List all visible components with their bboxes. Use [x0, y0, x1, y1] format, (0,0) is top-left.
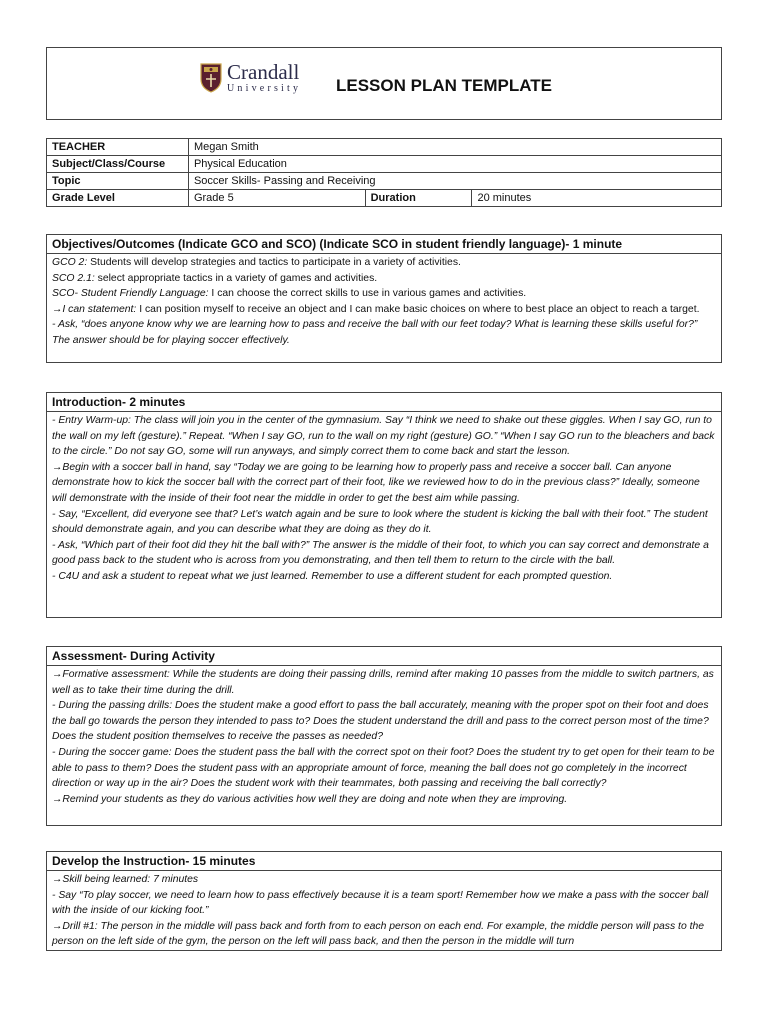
instruction-section [46, 851, 722, 951]
table-row [47, 173, 722, 190]
sco-label: SCO 2.1: [52, 272, 95, 284]
sco-friendly-line [52, 286, 716, 302]
university-logo [200, 62, 301, 94]
document-title: LESSON PLAN TEMPLATE [336, 76, 552, 95]
subject-value: Physical Education [188, 156, 721, 173]
intro-text: Begin with a soccer ball in hand, say “Today we are going to be learning how to properly pass and receive a soccer ball. Can anyone demonstrate how to kick the soccer ball with the correct part of their foot, like we reviewed how to do in the previous class?” Ideally, someone will demonstrate with the inside of their foot near the middle in order to get the best aim while passing. [52, 461, 700, 504]
objectives-section [46, 234, 722, 363]
assessment-paragraph: - During the passing drills: Does the student make a good effort to pass the ball accurately, meaning with the proper spot on their foot and does the ball go towards the person they intended to pass to? Does the student understand the drill and pass to the correct person most of the time? Does the student position themselves to receive the passes as needed? [52, 700, 709, 743]
gco-text: Students will develop strategies and tactics to participate in a variety of activities. [87, 257, 461, 268]
table-row [47, 190, 722, 207]
table-row [47, 156, 722, 173]
introduction-section [46, 392, 722, 618]
grade-value: Grade 5 [188, 190, 365, 207]
instruction-text: Drill #1: The person in the middle will pass back and forth from to each person on each end. For example, the middle person will pass to the person on the left side of the gym, the person on the left will pass back, and then the person in the middle will turn [52, 920, 705, 948]
teacher-value: Megan Smith [188, 139, 721, 156]
sco-friendly-text: I can choose the correct skills to use in various games and activities. [208, 288, 527, 300]
sco-text: select appropriate tactics in a variety of games and activities. [94, 272, 378, 284]
assessment-heading: Assessment- During Activity [47, 647, 721, 666]
arrow-right-icon: → [52, 793, 63, 805]
assessment-text: Formative assessment: While the students are doing their passing drills, remind after making 10 passes from the middle to switch partners, as well as to take their time during the drill. [52, 669, 714, 696]
ican-line [52, 302, 716, 318]
arrow-right-icon: → [52, 920, 63, 932]
topic-label: Topic [47, 173, 189, 190]
gco-label: GCO 2: [52, 257, 88, 268]
introduction-heading: Introduction- 2 minutes [47, 393, 721, 412]
instruction-text: Skill being learned: 7 minutes [62, 874, 199, 885]
ask-line: - Ask, “does anyone know why we are learning how to pass and receive the ball with our feet today? What is learning these skills useful for?” The answer should be for playing soccer effectively. [52, 319, 698, 346]
assessment-body [47, 666, 721, 807]
assessment-text: Remind your students as they do various activities how well they are doing and note when they are improving. [62, 793, 568, 805]
lesson-info-table [46, 138, 722, 207]
instruction-paragraph [52, 872, 716, 888]
table-row [47, 139, 722, 156]
instruction-paragraph [52, 919, 716, 950]
gco-line [52, 255, 716, 271]
topic-value: Soccer Skills- Passing and Receiving [188, 173, 721, 190]
logo-name: Crandall [227, 60, 300, 84]
grade-label: Grade Level [47, 190, 189, 207]
assessment-section [46, 646, 722, 826]
intro-paragraph: - Say, “Excellent, did everyone see that? Let’s watch again and be sure to look where the student is kicking the ball with their foot.” The student should demonstrate again, and you can describe what they are doing as they do it. [52, 508, 708, 536]
duration-label: Duration [365, 190, 472, 207]
teacher-label: TEACHER [47, 139, 189, 156]
intro-paragraph: - C4U and ask a student to repeat what we just learned. Remember to use a different student for each prompted question. [52, 570, 613, 582]
assessment-paragraph: - During the soccer game: Does the student pass the ball with the correct spot on their foot? Does the student try to get open for their team to be able to pass to them? Does the student pass with an appropriate amount of force, meaning the ball does not go completely in the incorrect direction or way up in the air? Does the student work with their teammates, both passing and receiving the ball correctly? [52, 746, 715, 790]
crest-icon [200, 63, 222, 93]
ican-label: I can statement: [62, 303, 137, 315]
instruction-heading: Develop the Instruction- 15 minutes [47, 852, 721, 871]
sco-line [52, 271, 716, 287]
instruction-paragraph: - Say “To play soccer, we need to learn how to pass effectively because it is a team sport! Remember how we make a pass with the soccer ball with the inside of our kicking foot.” [52, 889, 709, 917]
objectives-heading: Objectives/Outcomes (Indicate GCO and SCO) (Indicate SCO in student friendly language)- 1 minute [47, 235, 721, 254]
arrow-right-icon: → [52, 461, 63, 473]
ican-text: I can position myself to receive an object and I can make basic choices on where to best place an object to reach a target. [136, 303, 700, 315]
arrow-right-icon: → [52, 669, 63, 680]
intro-paragraph [52, 460, 716, 507]
sco-friendly-label: SCO- Student Friendly Language: [52, 288, 209, 300]
arrow-right-icon: → [52, 874, 63, 885]
header-box [46, 47, 722, 120]
logo-subtitle: University [227, 83, 302, 94]
assessment-paragraph [52, 792, 716, 808]
instruction-body [47, 871, 721, 950]
subject-label: Subject/Class/Course [47, 156, 189, 173]
objectives-body [47, 254, 721, 349]
intro-paragraph: - Ask, “Which part of their foot did they hit the ball with?” The answer is the middle of their foot, to which you can say correct and demonstrate a good pass back to the student who is across from you demonstrating, and then tell them to return to the circle with the ball. [52, 539, 709, 567]
introduction-body [47, 412, 721, 585]
intro-paragraph: - Entry Warm-up: The class will join you in the center of the gymnasium. Say “I think we need to shake out these giggles. When I say GO, run to the wall on my left (gesture).” Repeat. “When I say GO, run to the wall on my right (gesture) GO.” “When I say GO run to the bleachers and back to the circle.” Do not say GO, some will run anyways, and simply correct them to come back and start the lesson. [52, 415, 715, 458]
duration-value: 20 minutes [472, 190, 722, 207]
arrow-right-icon: → [52, 303, 63, 315]
assessment-paragraph [52, 667, 716, 698]
